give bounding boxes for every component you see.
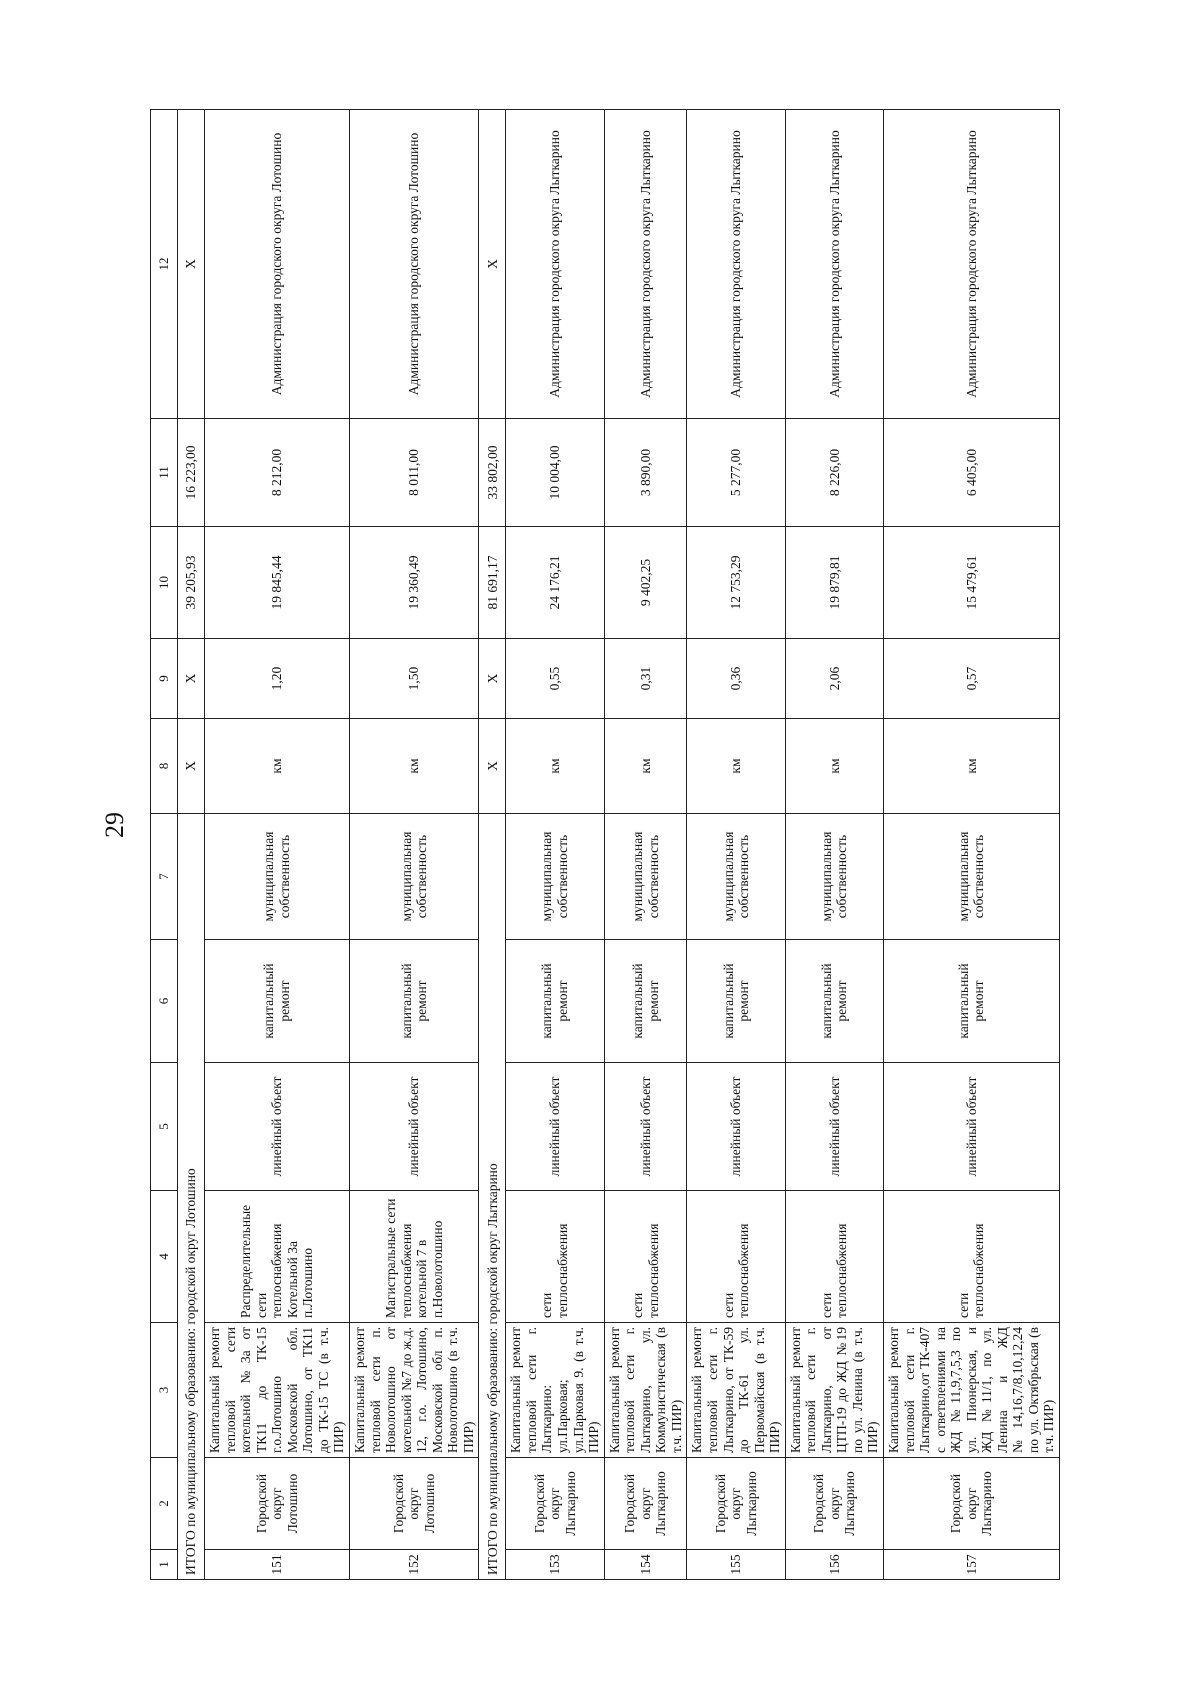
network-type-cell: сети теплоснабжения [785,1191,883,1323]
total-value: 16 223,00 [178,419,205,527]
page-number: 29 [100,812,129,838]
ownership-cell: муниципальная собственность [785,814,883,940]
municipality-cell: Городской округ Лыткарино [604,1458,687,1550]
ownership-cell: муниципальная собственность [883,814,1059,940]
object-name-cell: Капитальный ремонт тепловой сети г. Лыткарино, от ЦТП-19 до ЖД №19 по ул. Ленина (в т.ч. ПИР) [785,1323,883,1458]
unit-cell: км [883,719,1059,814]
total-value: 81 691,17 [479,527,506,639]
object-name-cell: Капитальный ремонт тепловой сети котельной №3а от ТК11 до ТК-15 г.о.Лотошино Московской обл. Лотошино, от ТК11 до ТК-15 ТС (в т.ч. ПИР) [205,1323,350,1458]
row-number: 152 [349,1550,478,1580]
column-header: 3 [151,1323,178,1458]
customer-cell: Администрация городского округа Лотошино [349,110,478,419]
column-header: 10 [151,527,178,639]
length-cell: 1,50 [349,639,478,719]
funding-cell: 6 405,00 [883,419,1059,527]
column-header: 4 [151,1191,178,1323]
object-name-cell: Капитальный ремонт тепловой сети г. Лыткарино, ул. Коммунистическая (в т.ч. ПИР) [604,1323,687,1458]
capital-repair-table [150,109,1060,1580]
ownership-cell: муниципальная собственность [506,814,604,940]
network-type-cell: Магистральные сети теплоснабжения котельной 7 в п.Новолотошино [349,1191,478,1323]
funding-cell: 8 212,00 [205,419,350,527]
work-type-cell: капитальный ремонт [687,940,785,1063]
total-value: 33 802,00 [479,419,506,527]
object-kind-cell: линейный объект [883,1063,1059,1191]
unit-cell: км [506,719,604,814]
object-name-cell: Капитальный ремонт тепловой сети г. Лыткарино, от ТК-59 до ТК-61 ул. Первомайская (в т.ч. ПИР) [687,1323,785,1458]
unit-cell: км [785,719,883,814]
object-name-cell: Капитальный ремонт тепловой сети г. Лыткарино: ул.Парковая; ул.Парковая 9. (в т.ч. ПИР) [506,1323,604,1458]
work-type-cell: капитальный ремонт [205,940,350,1063]
funding-cell: 10 004,00 [506,419,604,527]
object-kind-cell: линейный объект [349,1063,478,1191]
table-row [506,110,604,1580]
total-value: X [178,110,205,419]
length-cell: 1,20 [205,639,350,719]
network-type-cell: сети теплоснабжения [687,1191,785,1323]
cost-cell: 24 176,21 [506,527,604,639]
row-number: 151 [205,1550,350,1580]
municipality-cell: Городской округ Лотошино [349,1458,478,1550]
object-kind-cell: линейный объект [205,1063,350,1191]
row-number: 154 [604,1550,687,1580]
table-row [349,110,478,1580]
column-header: 11 [151,419,178,527]
object-name-cell: Капитальный ремонт тепловой сети п. Новолотошино от котельной №7 до ж.д. 12, г.о. Лотошино, Московской обл п. Новолотошино (в т.ч. ПИР) [349,1323,478,1458]
work-type-cell: капитальный ремонт [506,940,604,1063]
rotated-table-container [150,110,1060,1580]
column-header: 9 [151,639,178,719]
work-type-cell: капитальный ремонт [883,940,1059,1063]
table-row [883,110,1059,1580]
object-kind-cell: линейный объект [785,1063,883,1191]
ownership-cell: муниципальная собственность [205,814,350,940]
municipality-cell: Городской округ Лыткарино [687,1458,785,1550]
table-row [205,110,350,1580]
cost-cell: 12 753,29 [687,527,785,639]
row-number: 157 [883,1550,1059,1580]
column-header: 1 [151,1550,178,1580]
length-cell: 0,31 [604,639,687,719]
column-header: 6 [151,940,178,1063]
funding-cell: 5 277,00 [687,419,785,527]
municipality-cell: Городской округ Лыткарино [785,1458,883,1550]
column-header: 2 [151,1458,178,1550]
length-cell: 0,57 [883,639,1059,719]
unit-cell: км [687,719,785,814]
cost-cell: 15 479,61 [883,527,1059,639]
object-name-cell: Капитальный ремонт тепловой сети г. Лыткарино,от ТК-407 с ответвлениями на ЖД №11,9,7,5,3 по ул. Пионерская, и ЖД №11/1, по ул. Ленина и ЖД №14,16,7/8,10,12,24 по ул. Октябрьская (в т.ч. ПИР) [883,1323,1059,1458]
total-row [479,110,506,1580]
table-row [785,110,883,1580]
funding-cell: 3 890,00 [604,419,687,527]
total-label: ИТОГО по муниципальному образованию: городской округ Лыткарино [479,814,506,1580]
network-type-cell: сети теплоснабжения [604,1191,687,1323]
unit-cell: км [349,719,478,814]
cost-cell: 19 360,49 [349,527,478,639]
network-type-cell: сети теплоснабжения [883,1191,1059,1323]
funding-cell: 8 011,00 [349,419,478,527]
ownership-cell: муниципальная собственность [349,814,478,940]
ownership-cell: муниципальная собственность [687,814,785,940]
length-cell: 0,36 [687,639,785,719]
funding-cell: 8 226,00 [785,419,883,527]
municipality-cell: Городской округ Лыткарино [883,1458,1059,1550]
cost-cell: 19 879,81 [785,527,883,639]
cost-cell: 19 845,44 [205,527,350,639]
object-kind-cell: линейный объект [506,1063,604,1191]
total-value: X [479,639,506,719]
row-number: 153 [506,1550,604,1580]
network-type-cell: сети теплоснабжения [506,1191,604,1323]
network-type-cell: Распределительные сети теплоснабжения Котельной 3а п.Лотошино [205,1191,350,1323]
total-row [178,110,205,1580]
total-value: X [479,719,506,814]
total-value: 39 205,93 [178,527,205,639]
length-cell: 0,55 [506,639,604,719]
column-header: 5 [151,1063,178,1191]
total-value: X [479,110,506,419]
row-number: 156 [785,1550,883,1580]
total-value: X [178,719,205,814]
customer-cell: Администрация городского округа Лыткарино [687,110,785,419]
column-header: 8 [151,719,178,814]
length-cell: 2,06 [785,639,883,719]
object-kind-cell: линейный объект [604,1063,687,1191]
customer-cell: Администрация городского округа Лыткарино [604,110,687,419]
unit-cell: км [205,719,350,814]
customer-cell: Администрация городского округа Лыткарино [883,110,1059,419]
customer-cell: Администрация городского округа Лыткарино [785,110,883,419]
table-row [604,110,687,1580]
municipality-cell: Городской округ Лотошино [205,1458,350,1550]
ownership-cell: муниципальная собственность [604,814,687,940]
object-kind-cell: линейный объект [687,1063,785,1191]
cost-cell: 9 402,25 [604,527,687,639]
total-label: ИТОГО по муниципальному образованию: городской округ Лотошино [178,814,205,1580]
row-number: 155 [687,1550,785,1580]
work-type-cell: капитальный ремонт [349,940,478,1063]
table-body [178,110,1060,1580]
work-type-cell: капитальный ремонт [785,940,883,1063]
customer-cell: Администрация городского округа Лотошино [205,110,350,419]
work-type-cell: капитальный ремонт [604,940,687,1063]
table-row [687,110,785,1580]
column-header: 7 [151,814,178,940]
total-value: X [178,639,205,719]
header-row [151,110,178,1580]
municipality-cell: Городской округ Лыткарино [506,1458,604,1550]
column-header: 12 [151,110,178,419]
customer-cell: Администрация городского округа Лыткарино [506,110,604,419]
unit-cell: км [604,719,687,814]
